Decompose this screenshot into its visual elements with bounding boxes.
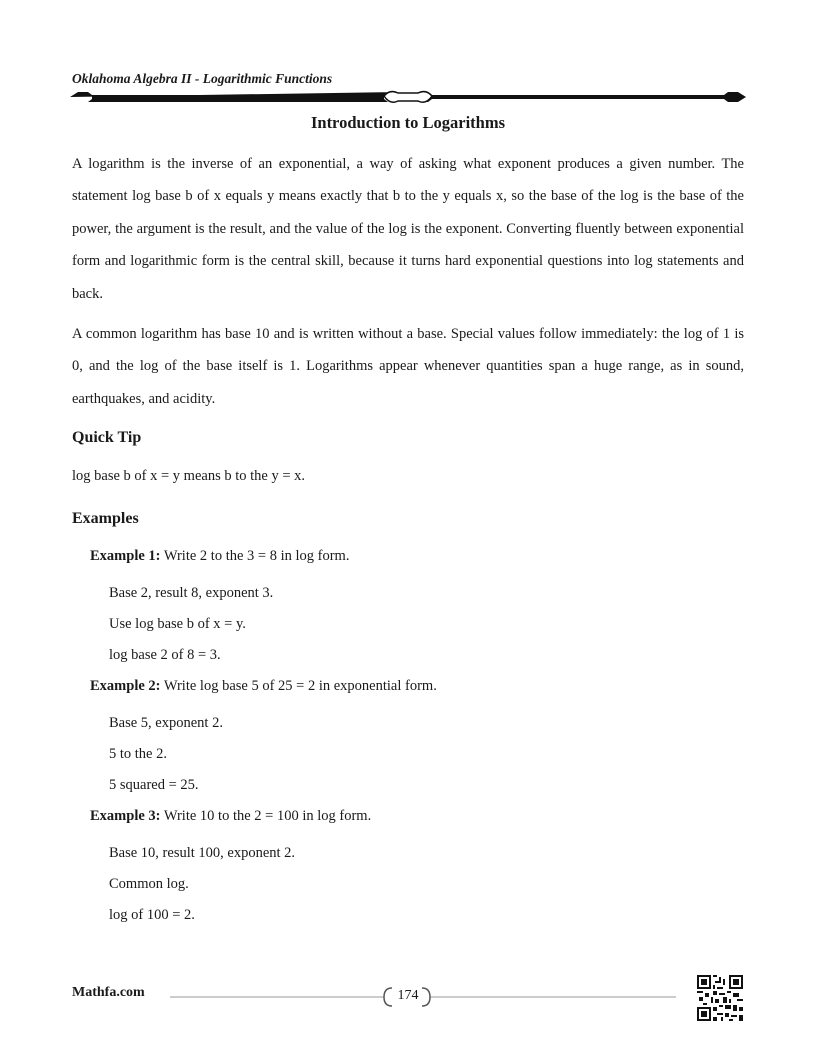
example-1-step-2: Use log base b of x = y. [109,616,246,633]
example-3-step-3: log of 100 = 2. [109,907,195,924]
examples-heading: Examples [72,510,139,528]
example-3-label: Example 3: [90,808,161,825]
example-3-step-1: Base 10, result 100, exponent 2. [109,845,296,862]
header-title: Oklahoma Algebra II - Logarithmic Functions [72,71,333,86]
quick-tip-text: log base b of x = y means b to the y = x. [72,468,306,485]
page-content [72,148,744,937]
example-1-step-3: log base 2 of 8 = 3. [109,647,221,664]
intro-paragraph-1: A logarithm is the inverse of an exponential, a way of asking what exponent produces a given number. The statement log base b of x equals y means exactly that b to the y equals x, so the base of the log is the base of the power, the argument is the result, and the value of the log is the exponent. Converting fluently between exponential form and logarithmic form is the central skill, because it turns hard exponential questions into log statements and back. [72,156,744,302]
header-divider [68,87,748,107]
example-3 [72,807,744,924]
example-1-prompt: Write 2 to the 3 = 8 in log form. [163,548,350,565]
example-3-prompt: Write 10 to the 2 = 100 in log form. [163,808,372,825]
example-2-step-2: 5 to the 2. [109,746,167,763]
example-1-step-1: Base 2, result 8, exponent 3. [109,585,274,602]
example-2-prompt: Write log base 5 of 25 = 2 in exponential form. [163,678,437,695]
quick-tip-heading: Quick Tip [72,429,142,447]
example-2 [72,677,744,794]
page-number: 174 [397,988,419,1003]
footer-site-link[interactable]: Mathfa.com [72,985,145,1000]
page-title: Introduction to Logarithms [310,113,506,132]
example-2-step-3: 5 squared = 25. [109,777,199,794]
example-1-label: Example 1: [90,548,161,565]
example-3-step-2: Common log. [109,876,189,893]
qr-code-icon[interactable] [697,975,743,1021]
example-1 [72,547,744,664]
example-2-step-1: Base 5, exponent 2. [109,715,223,732]
intro-paragraph-2: A common logarithm has base 10 and is written without a base. Special values follow immediately: the log of 1 is 0, and the log of the base itself is 1. Logarithms appear whenever quantities span a huge range, as in sound, earthquakes, and acidity. [72,326,744,407]
example-2-label: Example 2: [90,678,161,695]
